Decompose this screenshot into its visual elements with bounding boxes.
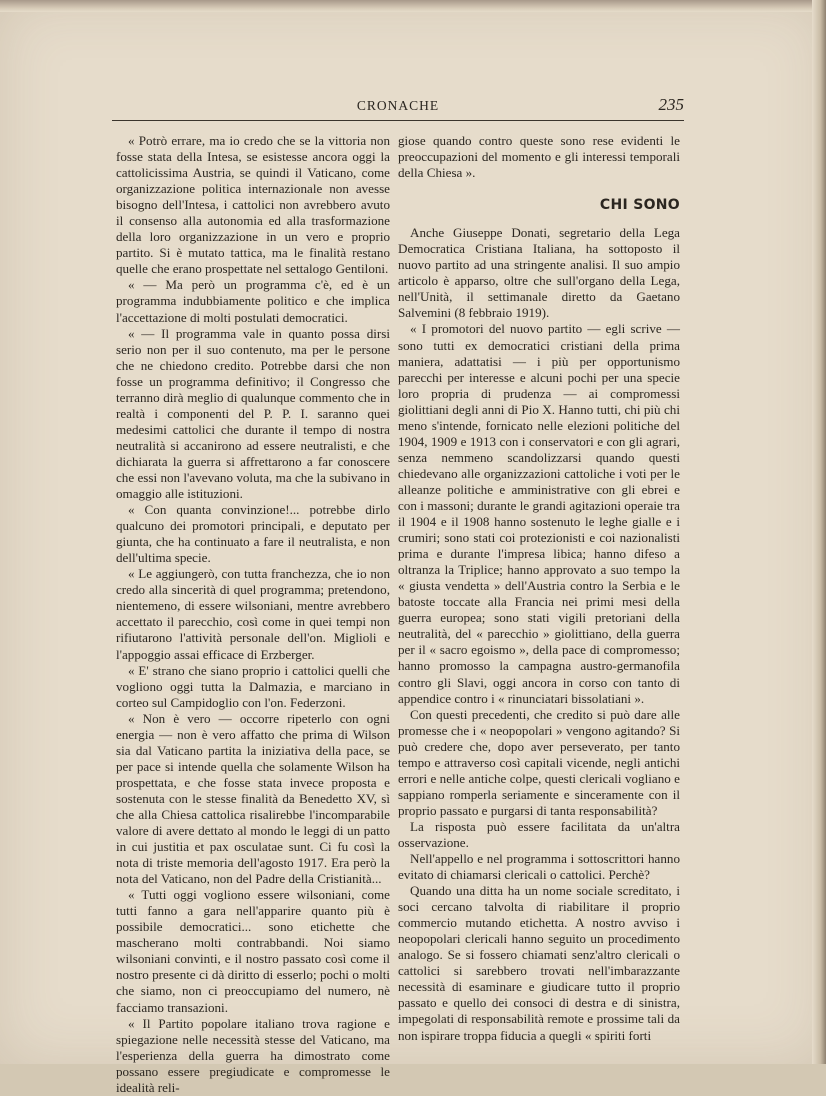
page-right-edge <box>812 0 826 1064</box>
page-number: 235 <box>658 95 684 114</box>
paragraph: « I promotori del nuovo partito — egli scrive — sono tutti ex democratici cristiani della prima maniera, adattatisi — i più per opportunismo parecchi per interesse e alcuni pochi per una specie loro propria di prudenza — ai compromessi giolittiani degli anni di Pio X. Hanno tutti, chi più chi meno s'intende, fornicato nelle elezioni politiche del 1904, 1909 e 1913 con i conservatori e con gli agrari, senza nemmeno scandolizzarsi quando questi chiedevano alle organizzazioni cattoliche i voti per le alleanze politiche e amministrative con gli ebrei e con i massoni; durante le grandi agitazioni operaie tra il 1904 e il 1908 hanno sostenuto le leghe gialle e i crumiri; sono stati coi protezionisti e coi nazionalisti prima e durante l'impresa libica; hanno difeso a oltranza la Triplice; hanno approvato a suo tempo la « giusta vendetta » dell'Austria contro la Serbia e le batoste toccate alla Francia nei primi mesi della guerra europea; sono stati vigili pretoriani della neutralità, del « parecchio » giolittiano, della guerra per il « sacro egoismo », della pace di compromesso; hanno promosso la campagna austro-germanofila contro gli Slavi, oggi ancora in corso con tanto di appendice contro i « rinunciatari bissolatiani ». <box>398 321 680 706</box>
paragraph: « — Il programma vale in quanto possa dirsi serio non per il suo contenuto, ma per le persone che ne chiedono credito. Potrebbe darsi che non fosse un programma definitivo; il Congresso che terranno dirà meglio di qualunque commento che in realtà i componenti del P. P. I. saranno quei medesimi cattolici che durante il tempo di nostra neutralità si accanirono ad essere neutralisti, e che dichiarata la guerra si affrettarono a far conoscere che essi non l'avevano voluta, ma che la subivano in omaggio alle istituzioni. <box>116 325 390 502</box>
paragraph: « E' strano che siano proprio i cattolici quelli che vogliono oggi tutta la Dalmazia, e marciano in corteo sul Campidoglio con l'on. Federzoni. <box>116 662 390 710</box>
paragraph: La risposta può essere facilitata da un'altra osservazione. <box>398 818 680 850</box>
paragraph: « Con quanta convinzione!... potrebbe dirlo qualcuno dei promotori principali, e deputato per giunta, che ha continuato a fare il neutralista, e non dell'ultima specie. <box>116 502 390 566</box>
paragraph: « Il Partito popolare italiano trova ragione e spiegazione nelle necessità stesse del Vaticano, ma l'esperienza della guerra ha dimostrato come possano essere pregiudicate e compromesse le idealità reli- <box>116 1015 390 1095</box>
paragraph: Quando una ditta ha un nome sociale screditato, i soci cercano talvolta di riabilitare il proprio commercio mutando etichetta. A nostro avviso i neopopolari clericali hanno seguito un procedimento analogo. Se si fossero chiamati senz'altro clericali o cattolici si sarebbero trovati nell'imbarazzante necessità di esaminare e giudicare tutto il proprio passato e quello dei consoci di destra e di sinistra, impegolati di responsabilità remote e prossime tali da non ispirare troppa fiducia a quegli « spiriti forti <box>398 883 680 1043</box>
paragraph: Anche Giuseppe Donati, segretario della Lega Democratica Cristiana Italiana, ha sottoposto il nuovo partito ad una stringente analisi. Il suo ampio articolo è apparso, oltre che sull'organo della Lega, nell'Unità, il settimanale diretto da Gaetano Salvemini (8 febbraio 1919). <box>398 225 680 321</box>
paragraph: Nell'appello e nel programma i sottoscrittori hanno evitato di chiamarsi clericali o cattolici. Perchè? <box>398 851 680 883</box>
right-column <box>398 133 680 1044</box>
running-title: CRONACHE <box>356 98 440 113</box>
running-head <box>112 96 684 121</box>
paragraph: « Le aggiungerò, con tutta franchezza, che io non credo alla sincerità di quel programma; pretendono, nientemeno, di essere wilsoniani, mentre avrebbero accettato il parecchio, così come in quei tempi non rifiutarono l'attività personale dell'on. Miglioli e l'appoggio assai efficace di Erzberger. <box>116 566 390 662</box>
section-title: CHI SONO <box>599 197 680 214</box>
continuation-paragraph: giose quando contro queste sono rese evidenti le preoccupazioni del momento e gli interessi temporali della Chiesa ». <box>398 133 680 181</box>
paragraph: « Non è vero — occorre ripeterlo con ogni energia — non è vero affatto che prima di Wilson sia dal Vaticano partita la iniziativa della pace, se per pace si intende quella che solamente Wilson ha prospettata, e che fosse stata invece proposta e sostenuta con le stesse finalità da Benedetto XV, sì che alla Chiesa cattolica risalirebbe l'incomparabile valore di avere dettato al mondo le leggi di un patto in cui justitia et pax osculatae sunt. Ci fu così la nota di triste memoria dell'agosto 1917. Era però la nota del Vaticano, non del Padre della Cristianità... <box>116 710 390 887</box>
paragraph: « Potrò errare, ma io credo che se la vittoria non fosse stata della Intesa, se esistesse ancora oggi la cattolicissima Austria, se quindi il Vaticano, come organizzazione politica internazionale non avesse bisogno dell'Intesa, i cattolici non avrebbero avuto il consenso alla autonomia ed alla trasformazione della loro organizzazione in un vero e proprio partito. Si è mutato tattica, ma le finalità restano quelle che erano prospettate nel settalogo Gentiloni. <box>116 133 390 277</box>
paragraph: Con questi precedenti, che credito si può dare alle promesse che i « neopopolari » vengono agitando? Si può credere che, dopo aver perseverato, per tanto tempo e attraverso così capitali vicende, negli antichi errori e nelle antiche colpe, questi clericali vogliano e sappiano romperla seriamente e sinceramente con il proprio passato e purgarsi di tanta responsabilità? <box>398 706 680 818</box>
page-top-edge <box>0 0 826 12</box>
paragraph: « — Ma però un programma c'è, ed è un programma indubbiamente politico e che implica l'accettazione di molti postulati democratici. <box>116 277 390 325</box>
left-column <box>116 133 390 1096</box>
paragraph: « Tutti oggi vogliono essere wilsoniani, come tutti fanno a gara nell'apparire quanto più è possibile democratici... sono etichette che mascherano molti contrabbandi. Noi siamo wilsoniani convinti, e il nostro passato così come il nostro presente ci dà diritto di esserlo; pochi o molti che siamo, non ci preoccupiamo del numero, nè facciamo transazioni. <box>116 887 390 1015</box>
